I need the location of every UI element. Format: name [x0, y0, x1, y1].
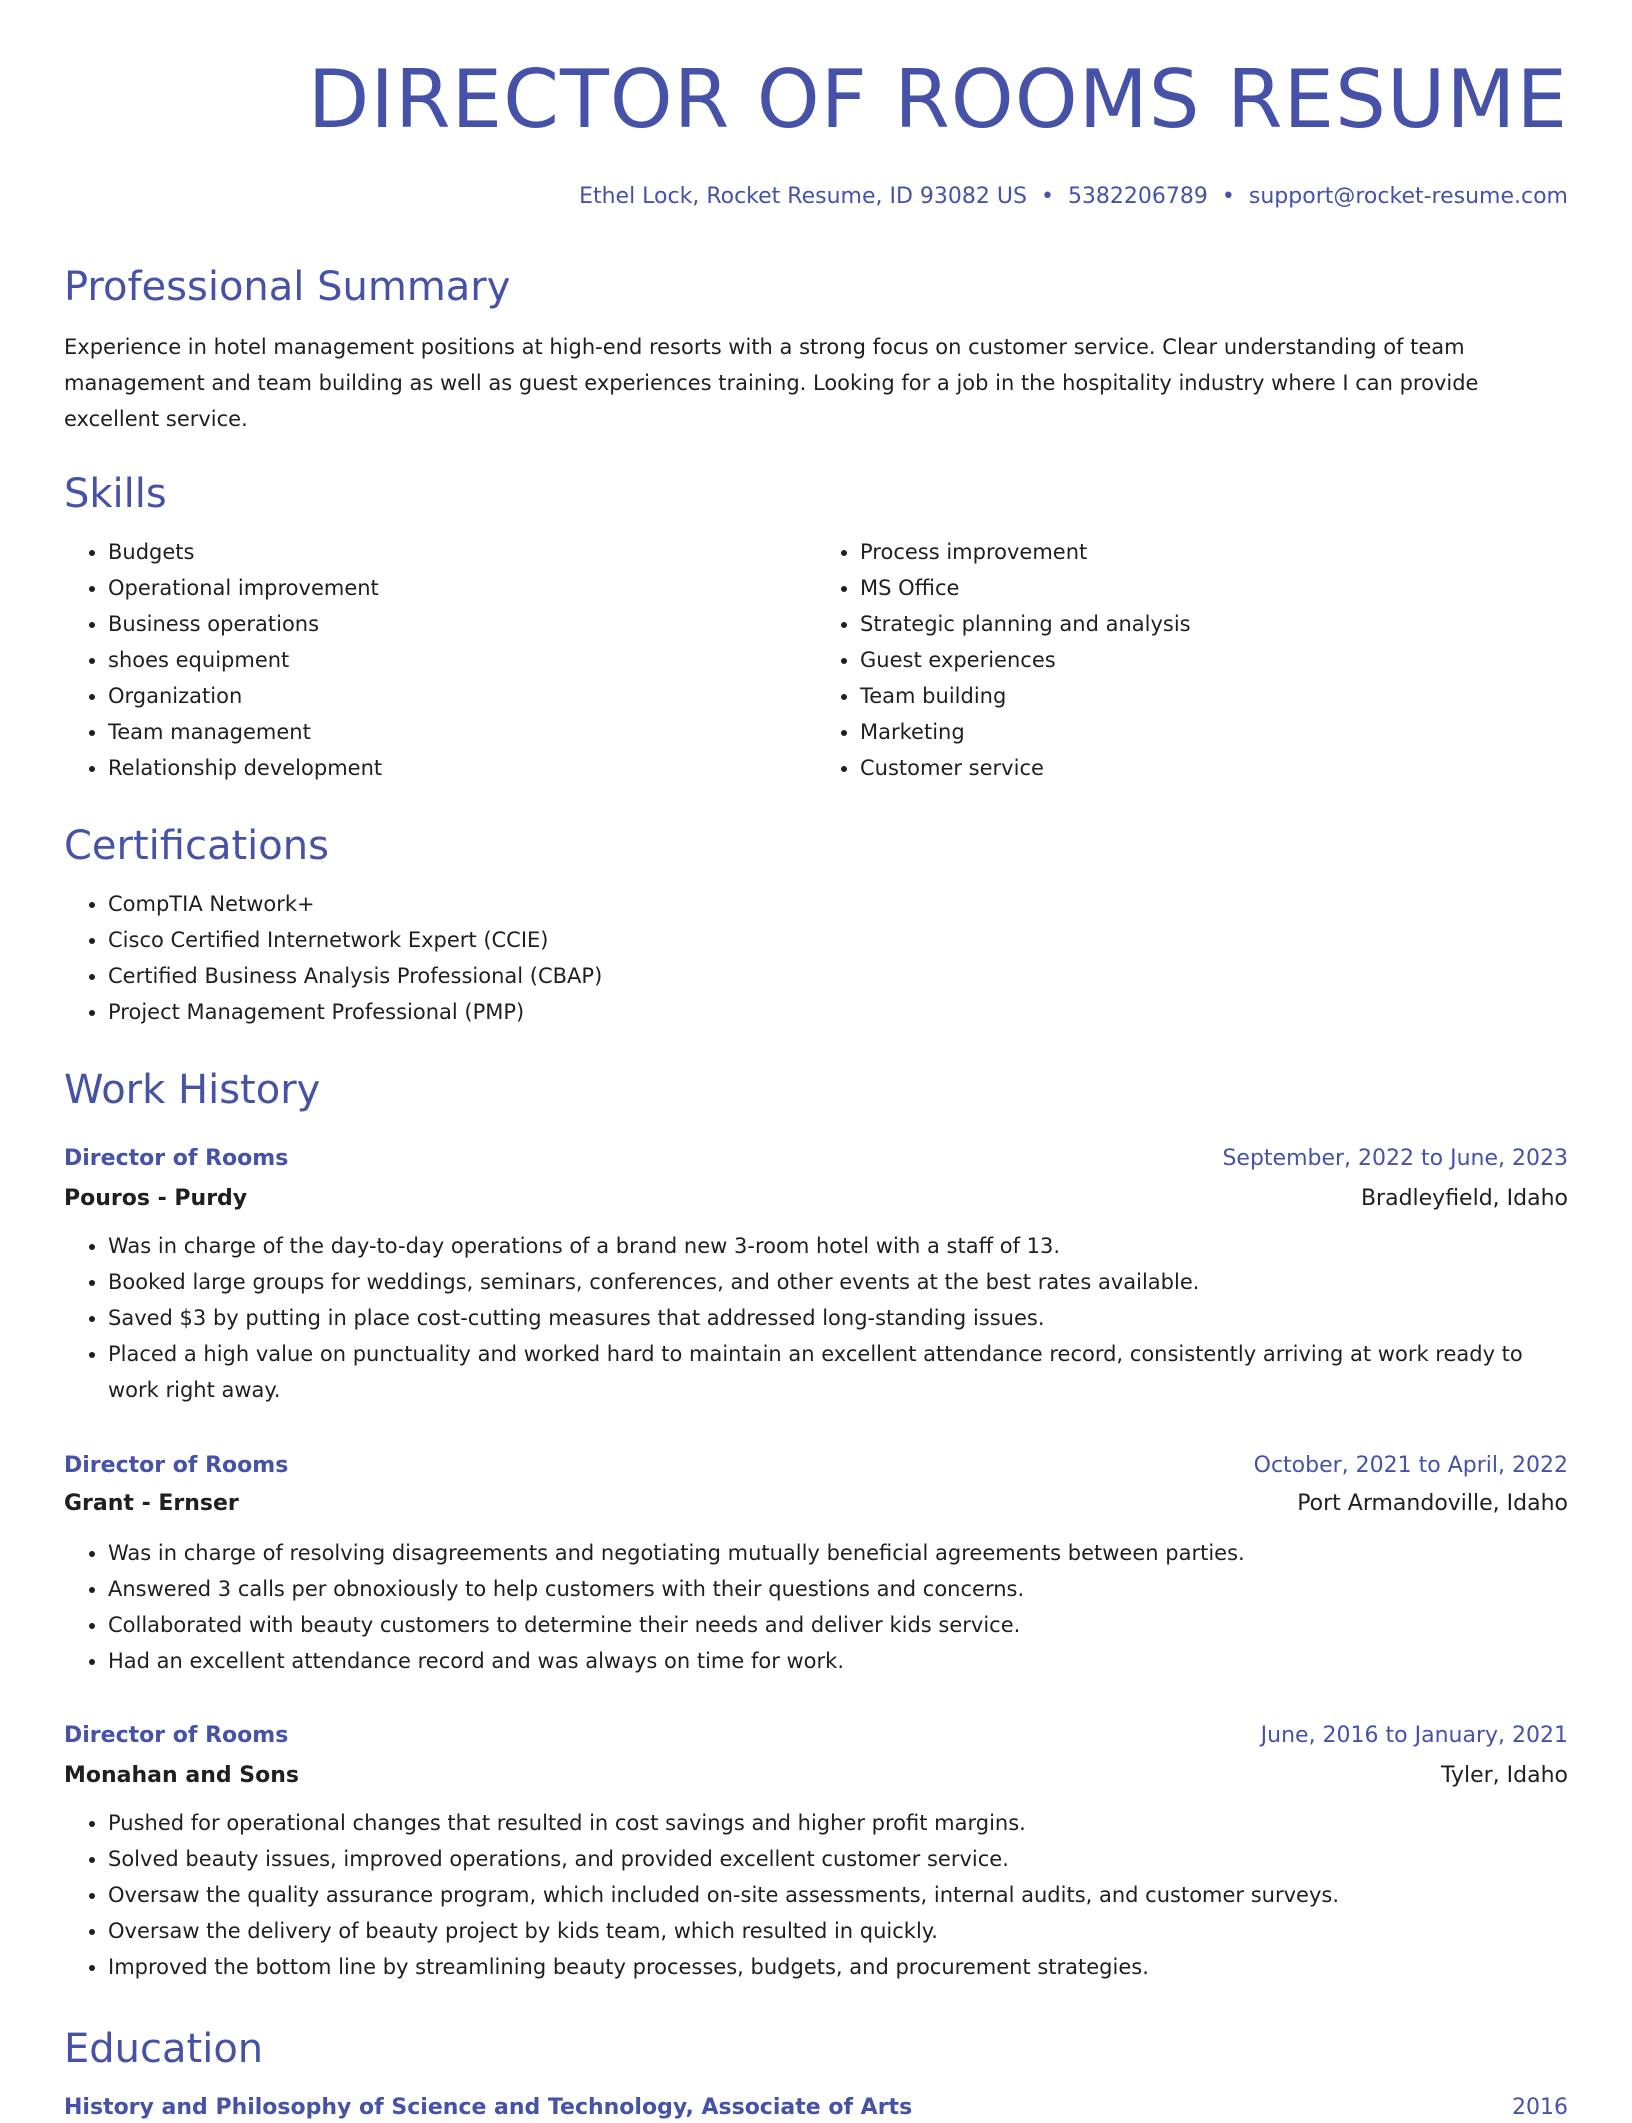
education-section — [64, 2025, 1568, 2123]
job-bullet: • Was in charge of the day-to-day operations of a brand new 3-room hotel with a staff of 13. — [108, 1228, 1568, 1264]
certifications-heading: Certifications — [64, 823, 329, 869]
summary-section — [64, 263, 1568, 437]
skills-heading: Skills — [64, 471, 167, 517]
job-bullet: • Improved the bottom line by streamlining beauty processes, budgets, and procurement strategies. — [108, 1949, 1568, 1985]
job-bullet: • Collaborated with beauty customers to determine their needs and deliver kids service. — [108, 1607, 1568, 1643]
skill-item: • Process improvement — [860, 534, 1568, 570]
job-bullet: • Had an excellent attendance record and was always on time for work. — [108, 1643, 1568, 1679]
job-title: Director of Rooms — [64, 1723, 289, 1748]
skill-item: • shoes equipment — [108, 642, 816, 678]
contact-email[interactable]: support@rocket-resume.com — [1248, 184, 1568, 209]
education-year: 2016 — [1512, 2095, 1568, 2120]
job-location: Port Armandoville, Idaho — [1297, 1491, 1568, 1516]
job-bullet: • Solved beauty issues, improved operations, and provided excellent customer service. — [108, 1841, 1568, 1877]
skill-item: • Organization — [108, 678, 816, 714]
skills-list-right — [816, 534, 1568, 786]
job-entry — [64, 1144, 1568, 1408]
work-history-heading-wrap — [64, 1066, 1568, 1114]
contact-phone: 5382206789 — [1067, 184, 1208, 209]
skill-item: • Marketing — [860, 714, 1568, 750]
job-bullet: • Oversaw the delivery of beauty project by kids team, which resulted in quickly. — [108, 1913, 1568, 1949]
certifications-list — [64, 886, 1568, 1030]
job-bullets — [64, 1805, 1568, 1985]
contact-address: Ethel Lock, Rocket Resume, ID 93082 US — [579, 184, 1027, 209]
skills-columns — [64, 534, 1568, 786]
job-location: Tyler, Idaho — [1440, 1763, 1568, 1788]
contact-separator: • — [1221, 184, 1235, 209]
skill-item: • Strategic planning and analysis — [860, 606, 1568, 642]
skill-item: • Relationship development — [108, 750, 816, 786]
work-history-heading: Work History — [64, 1067, 321, 1113]
job-bullets — [64, 1228, 1568, 1408]
skill-item: • Guest experiences — [860, 642, 1568, 678]
job-bullet: • Was in charge of resolving disagreements and negotiating mutually beneficial agreements between parties. — [108, 1535, 1568, 1571]
job-header-row — [64, 1144, 1568, 1174]
certification-item: • Certified Business Analysis Professional (CBAP) — [108, 958, 1568, 994]
job-bullet: • Answered 3 calls per obnoxiously to help customers with their questions and concerns. — [108, 1571, 1568, 1607]
skill-item: • MS Office — [860, 570, 1568, 606]
skill-item: • Operational improvement — [108, 570, 816, 606]
job-bullet: • Saved $3 by putting in place cost-cutting measures that addressed long-standing issues. — [108, 1300, 1568, 1336]
job-company: Pouros - Purdy — [64, 1186, 248, 1211]
job-dates: September, 2022 to June, 2023 — [1222, 1146, 1568, 1171]
skill-item: • Business operations — [108, 606, 816, 642]
job-entry — [64, 1451, 1568, 1679]
job-title: Director of Rooms — [64, 1453, 289, 1478]
contact-separator: • — [1040, 184, 1054, 209]
job-dates: October, 2021 to April, 2022 — [1253, 1453, 1568, 1478]
certifications-section — [64, 822, 1568, 1030]
job-bullet: • Booked large groups for weddings, seminars, conferences, and other events at the best rates available. — [108, 1264, 1568, 1300]
job-entry — [64, 1721, 1568, 1985]
contact-line — [64, 182, 1568, 212]
skill-item: • Budgets — [108, 534, 816, 570]
job-bullet: • Pushed for operational changes that resulted in cost savings and higher profit margins. — [108, 1805, 1568, 1841]
education-degree: History and Philosophy of Science and Technology, Associate of Arts — [64, 2095, 913, 2120]
job-dates: June, 2016 to January, 2021 — [1260, 1723, 1568, 1748]
skill-item: • Team management — [108, 714, 816, 750]
skill-item: • Team building — [860, 678, 1568, 714]
summary-text: Experience in hotel management positions at high-end resorts with a strong focus on customer service. Clear understanding of team management and team building as well as guest experiences training. Looking for a job in the hospitality industry where I can provide excellent service. — [64, 335, 1479, 431]
job-bullet: • Oversaw the quality assurance program, which included on-site assessments, internal audits, and customer surveys. — [108, 1877, 1568, 1913]
job-bullet: • Placed a high value on punctuality and worked hard to maintain an excellent attendance record, consistently arriving at work ready to work right away. — [108, 1336, 1568, 1408]
certification-item: • Project Management Professional (PMP) — [108, 994, 1568, 1030]
certification-item: • Cisco Certified Internetwork Expert (CCIE) — [108, 922, 1568, 958]
job-title: Director of Rooms — [64, 1146, 289, 1171]
job-header-row — [64, 1451, 1568, 1481]
certification-item: • CompTIA Network+ — [108, 886, 1568, 922]
job-header-row — [64, 1721, 1568, 1751]
job-company: Grant - Ernser — [64, 1491, 239, 1516]
job-company: Monahan and Sons — [64, 1763, 299, 1788]
skills-section — [64, 470, 1568, 786]
resume-title: DIRECTOR OF ROOMS RESUME — [307, 53, 1568, 146]
job-company-row — [64, 1761, 1568, 1791]
resume-page — [64, 0, 1568, 2120]
skills-list-left — [64, 534, 816, 786]
summary-heading: Professional Summary — [64, 264, 511, 310]
job-company-row — [64, 1489, 1568, 1519]
job-bullets — [64, 1535, 1568, 1679]
skill-item: • Customer service — [860, 750, 1568, 786]
job-company-row — [64, 1184, 1568, 1214]
education-heading: Education — [64, 2026, 264, 2072]
job-location: Bradleyfield, Idaho — [1360, 1186, 1568, 1211]
education-row — [64, 2093, 1568, 2123]
